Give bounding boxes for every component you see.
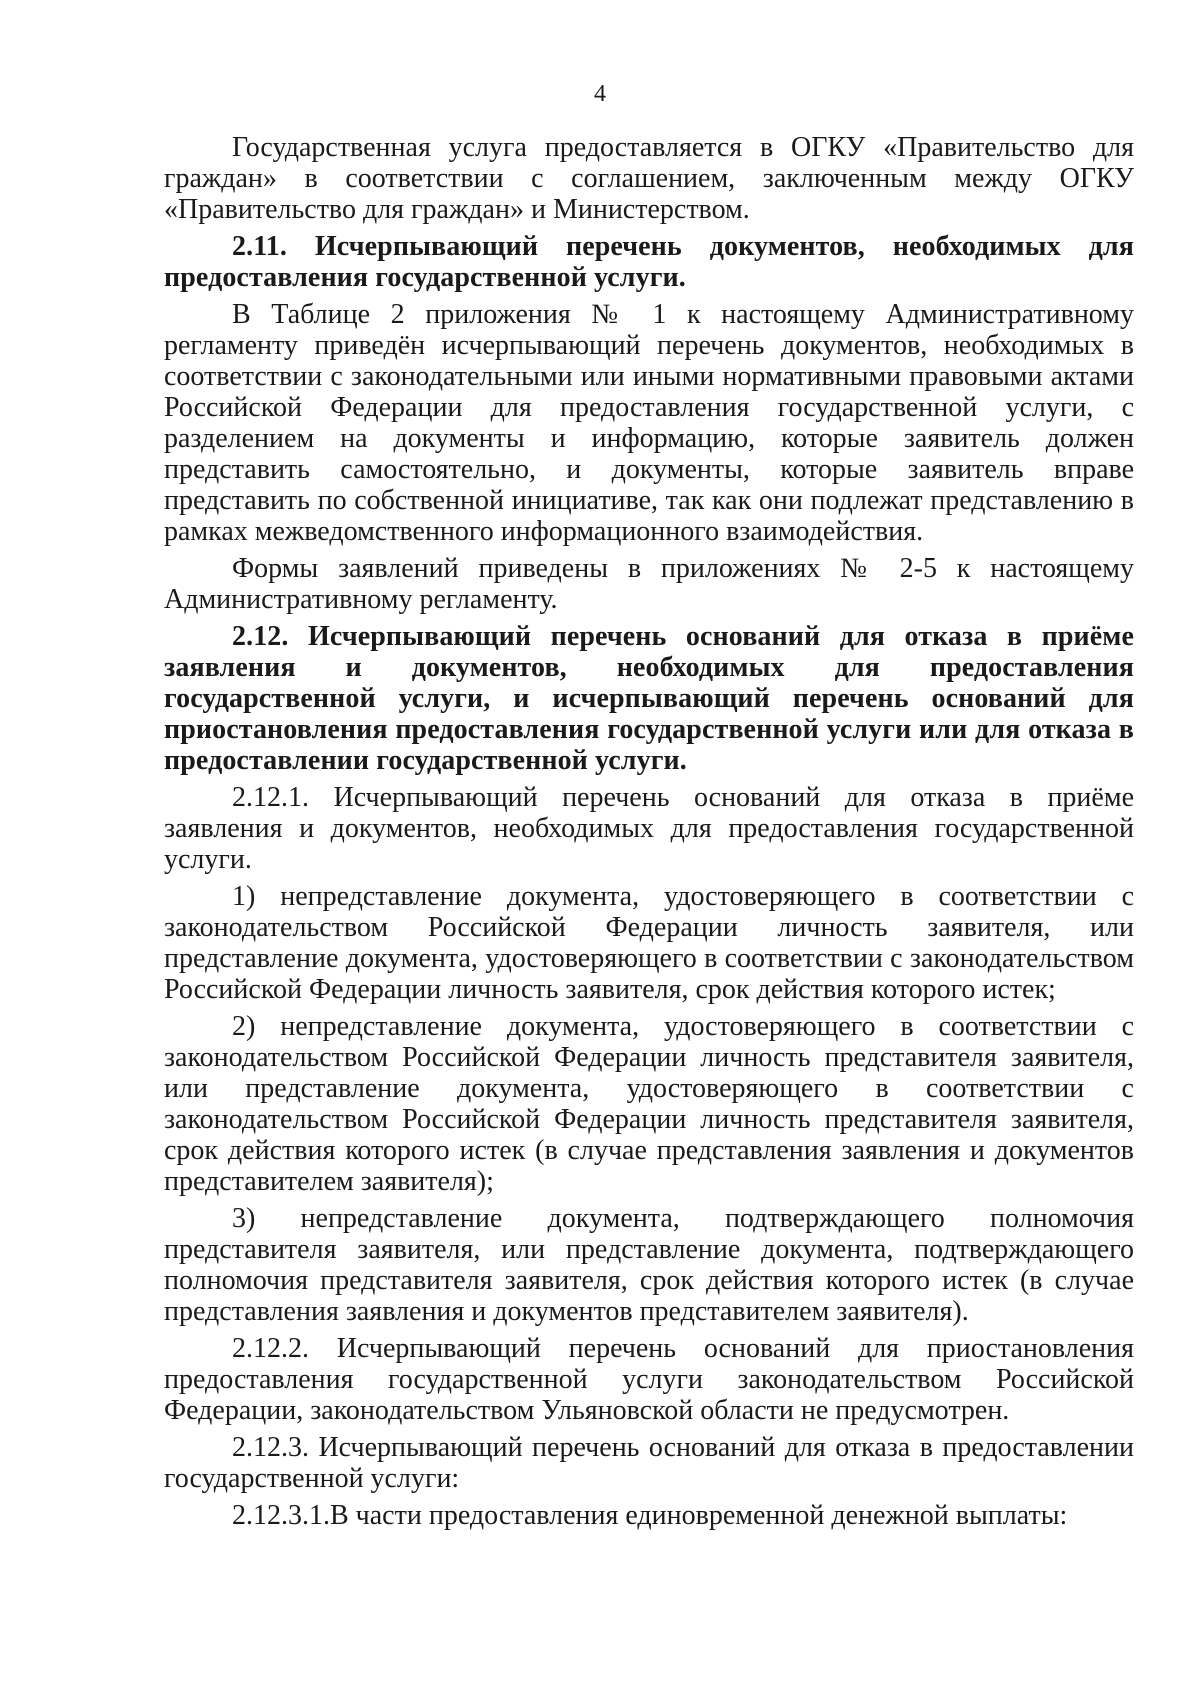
heading-2-12: 2.12. Исчерпывающий перечень оснований для отказа в приёме заявления и документов, необходимых для предоставления государственной услуги, и исчерпывающий перечень оснований для приостановления предоставления государственной услуги или для отказа в предоставлении государственной услуги.: [164, 621, 1134, 776]
paragraph-2-12-3-1: 2.12.3.1.В части предоставления единовременной денежной выплаты:: [232, 1500, 1068, 1531]
list-item-3: 3) непредставление документа, подтверждающего полномочия представителя заявителя, или представление документа, подтверждающего полномочия представителя заявителя, срок действия которого истек (в случае представления заявления и документов представителем заявителя).: [164, 1203, 1134, 1327]
list-item-2: 2) непредставление документа, удостоверяющего в соответствии с законодательством Российской Федерации личность представителя заявителя, или представление документа, удостоверяющего в соответствии с законодательством Российской Федерации личность представителя заявителя, срок действия которого истек (в случае представления заявления и документов представителем заявителя);: [164, 1011, 1134, 1197]
paragraph-2-12-1: 2.12.1. Исчерпывающий перечень оснований для отказа в приёме заявления и документов, необходимых для предоставления государственной услуги.: [164, 782, 1134, 875]
heading-2-11: 2.11. Исчерпывающий перечень документов, необходимых для предоставления государственной услуги.: [164, 231, 1134, 293]
paragraph-service-provision: Государственная услуга предоставляется в ОГКУ «Правительство для граждан» в соответствии с соглашением, заключенным между ОГКУ «Правительство для граждан» и Министерством.: [164, 132, 1134, 225]
page-number: 4: [594, 81, 606, 107]
paragraph-2-12-3: 2.12.3. Исчерпывающий перечень оснований для отказа в предоставлении государственной услуги:: [164, 1432, 1134, 1494]
paragraph-application-forms: Формы заявлений приведены в приложениях № 2-5 к настоящему Административному регламенту.: [164, 553, 1134, 615]
paragraph-documents-list: В Таблице 2 приложения № 1 к настоящему Административному регламенту приведён исчерпывающий перечень документов, необходимых в соответствии с законодательными или иными нормативными правовыми актами Российской Федерации для предоставления государственной услуги, с разделением на документы и информацию, которые заявитель должен представить самостоятельно, и документы, которые заявитель вправе представить по собственной инициативе, так как они подлежат представлению в рамках межведомственного информационного взаимодействия.: [164, 299, 1134, 547]
list-item-1: 1) непредставление документа, удостоверяющего в соответствии с законодательством Российской Федерации личность заявителя, или представление документа, удостоверяющего в соответствии с законодательством Российской Федерации личность заявителя, срок действия которого истек;: [164, 881, 1134, 1005]
paragraph-2-12-2: 2.12.2. Исчерпывающий перечень оснований для приостановления предоставления государственной услуги законодательством Российской Федерации, законодательством Ульяновской области не предусмотрен.: [164, 1333, 1134, 1426]
document-body: [164, 132, 1134, 1537]
